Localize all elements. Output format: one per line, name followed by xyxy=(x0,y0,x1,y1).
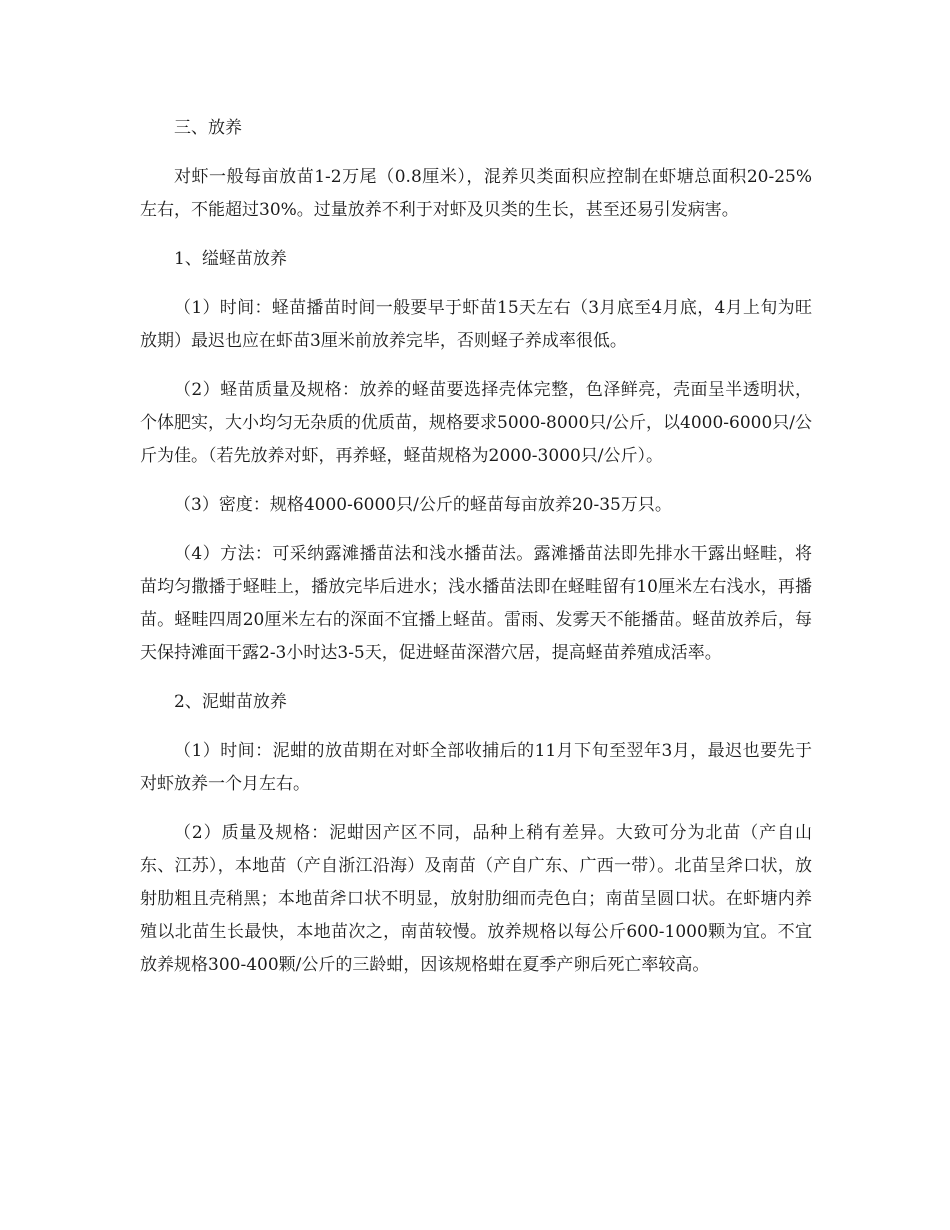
document-body xyxy=(140,112,812,998)
intro-paragraph: 对虾一般每亩放苗1-2万尾（0.8厘米），混养贝类面积应控制在虾塘总面积20-25%左右，不能超过30%。过量放养不利于对虾及贝类的生长，甚至还易引发病害。 xyxy=(140,167,812,220)
blood-clam-time-paragraph: （1）时间：泥蚶的放苗期在对虾全部收捕后的11月下旬至翌年3月，最迟也要先于对虾放养一个月左右。 xyxy=(140,741,812,794)
subsection-title-razor-clam: 1、缢蛏苗放养 xyxy=(174,249,287,269)
razor-clam-quality-paragraph: （2）蛏苗质量及规格：放养的蛏苗要选择壳体完整，色泽鲜亮，壳面呈半透明状，个体肥实，大小均匀无杂质的优质苗，规格要求5000-8000只/公斤，以4000-6000只/公斤为佳。（若先放养对虾，再养蛏，蛏苗规格为2000-3000只/公斤）。 xyxy=(140,380,812,466)
subsection-title-blood-clam: 2、泥蚶苗放养 xyxy=(174,692,287,712)
razor-clam-time-paragraph: （1）时间：蛏苗播苗时间一般要早于虾苗15天左右（3月底至4月底，4月上旬为旺放期）最迟也应在虾苗3厘米前放养完毕，否则蛏子养成率很低。 xyxy=(140,298,812,351)
razor-clam-density-paragraph: （3）密度：规格4000-6000只/公斤的蛏苗每亩放养20-35万只。 xyxy=(174,495,672,515)
razor-clam-method-paragraph: （4）方法：可采纳露滩播苗法和浅水播苗法。露滩播苗法即先排水干露出蛏畦，将苗均匀撒播于蛏畦上，播放完毕后进水；浅水播苗法即在蛏畦留有10厘米左右浅水，再播苗。蛏畦四周20厘米左右的深面不宜播上蛏苗。雷雨、发雾天不能播苗。蛏苗放养后，每天保持滩面干露2-3小时达3-5天，促进蛏苗深潜穴居，提高蛏苗养殖成活率。 xyxy=(140,544,812,663)
section-title: 三、放养 xyxy=(174,118,242,138)
blood-clam-quality-paragraph: （2）质量及规格：泥蚶因产区不同，品种上稍有差异。大致可分为北苗（产自山东、江苏），本地苗（产自浙江沿海）及南苗（产自广东、广西一带）。北苗呈斧口状，放射肋粗且壳稍黑；本地苗斧口状不明显，放射肋细而壳色白；南苗呈圆口状。在虾塘内养殖以北苗生长最快，本地苗次之，南苗较慢。放养规格以每公斤600-1000颗为宜。不宜放养规格300-400颗/公斤的三龄蚶，因该规格蚶在夏季产卵后死亡率较高。 xyxy=(140,823,812,975)
